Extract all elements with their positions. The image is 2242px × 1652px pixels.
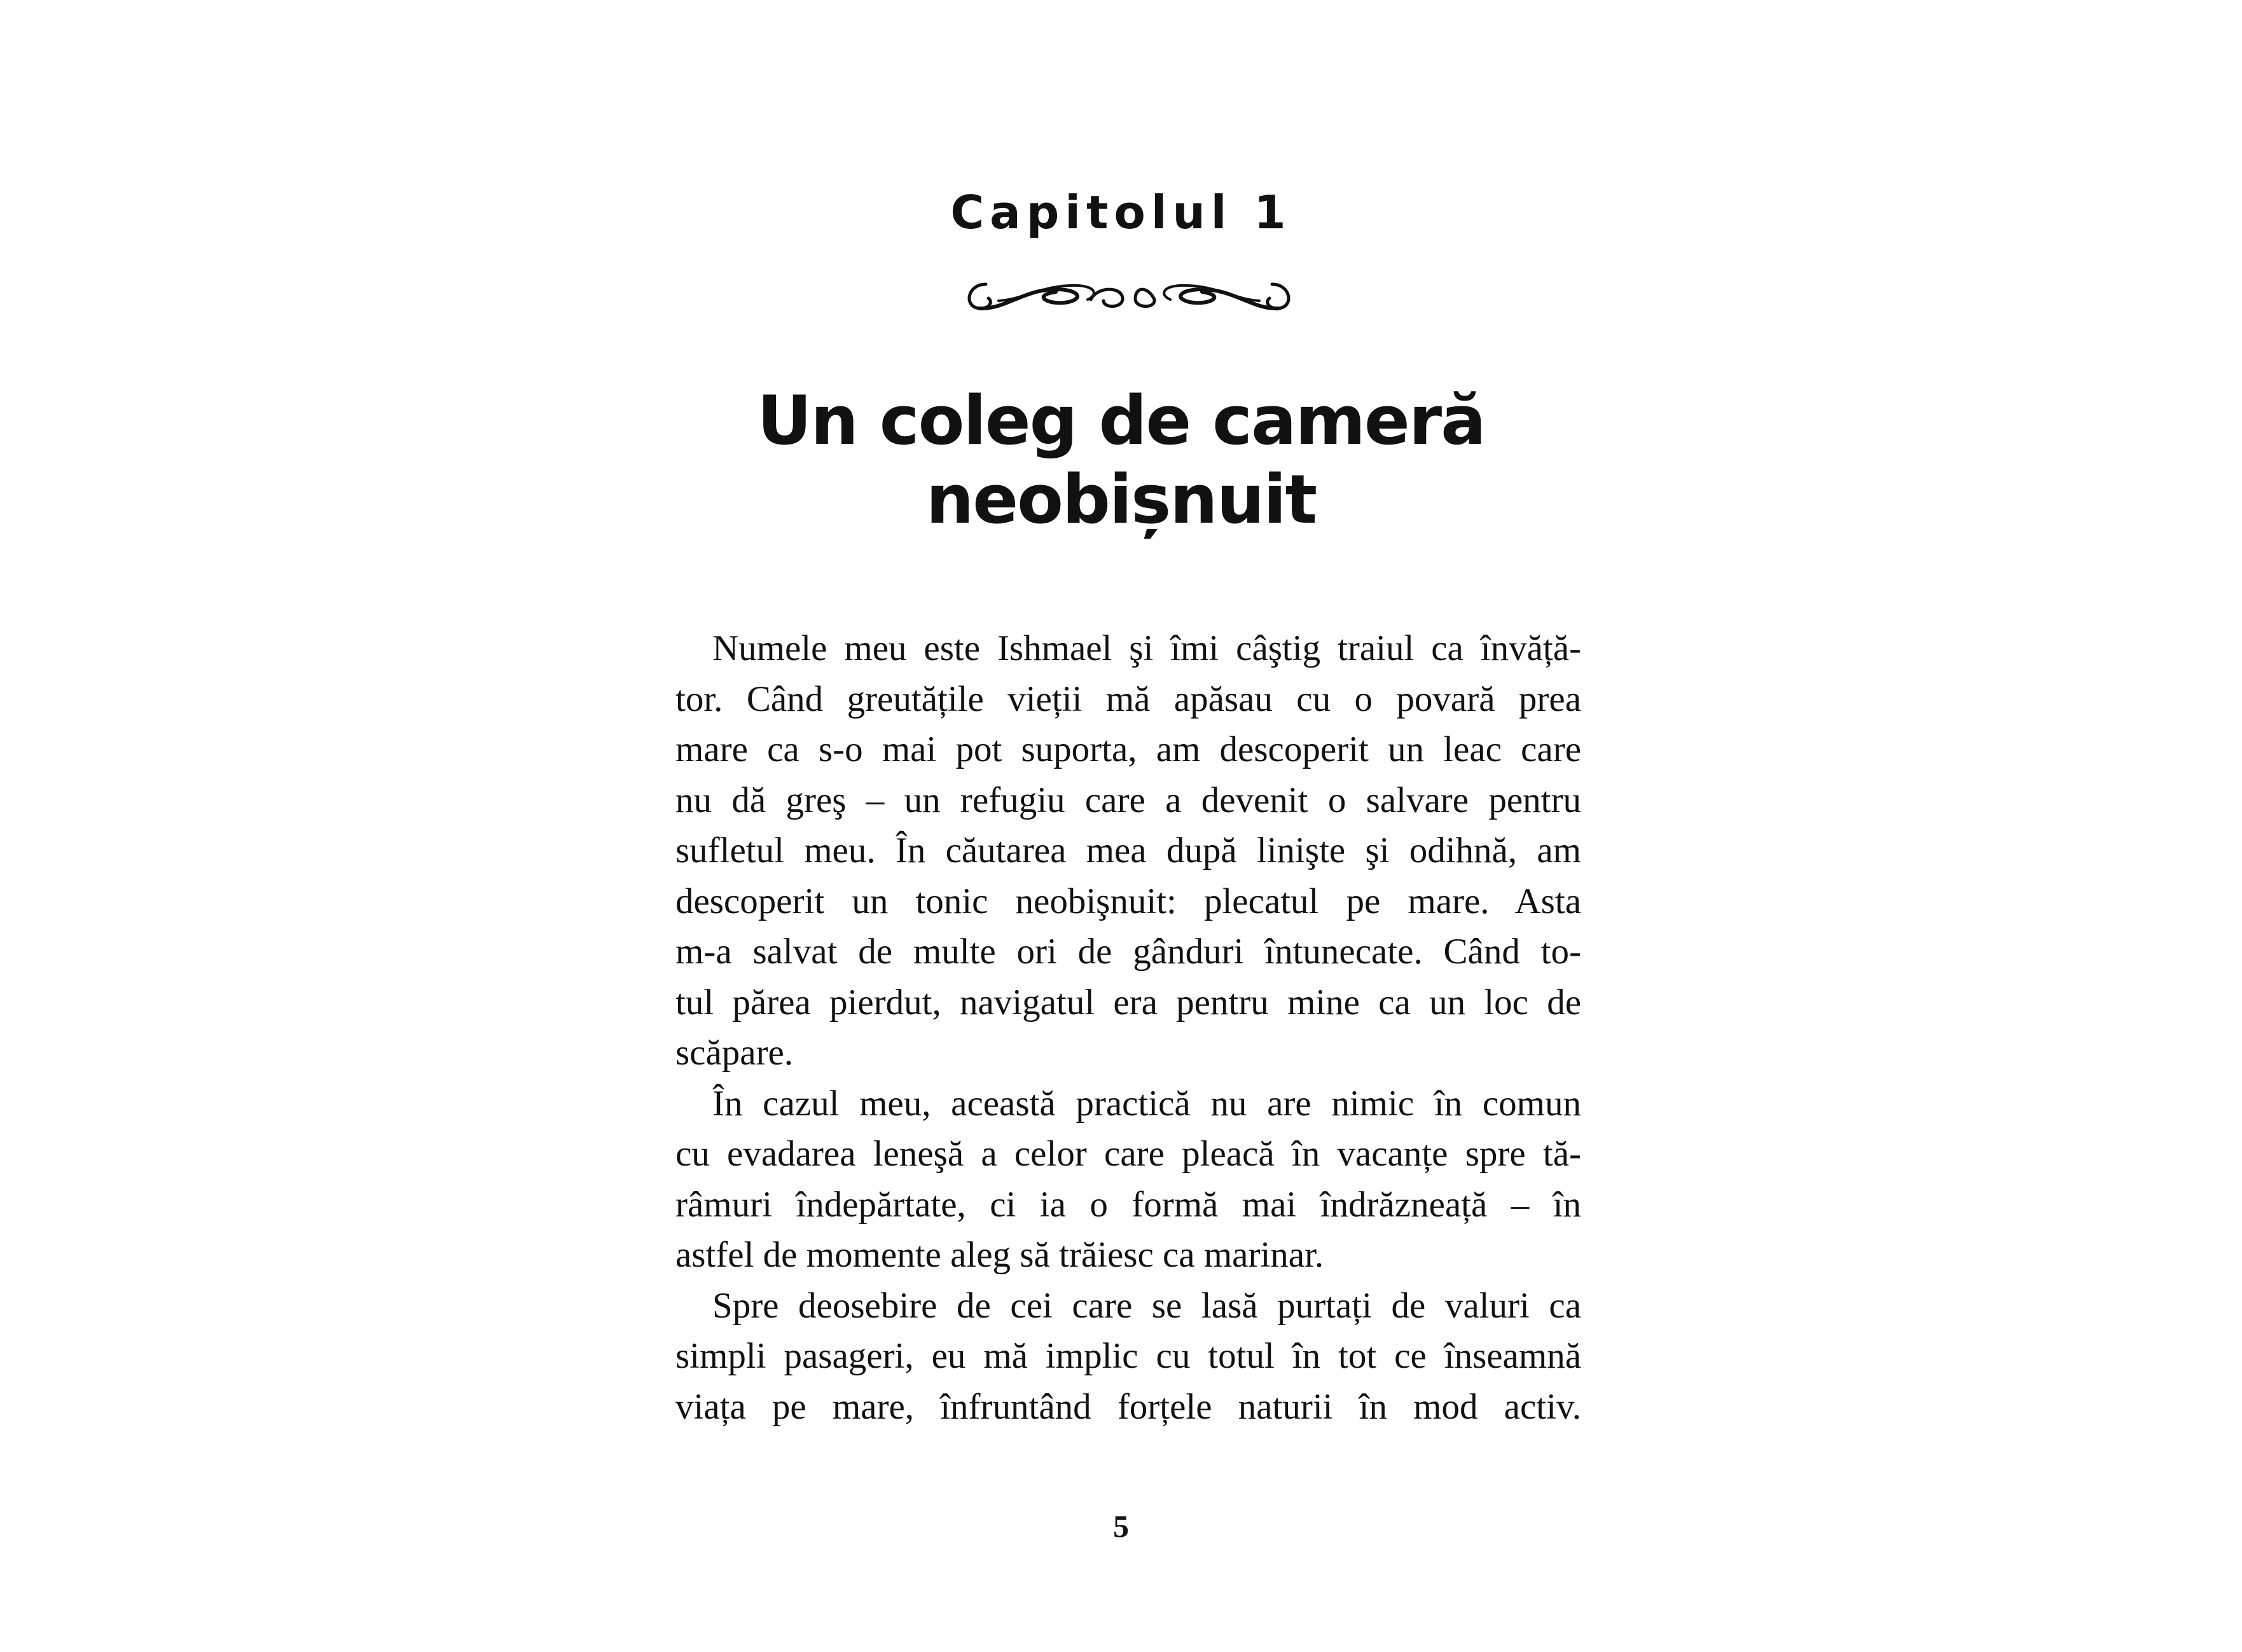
text-line: tor. Când greutățile vieții mă apăsau cu o povară prea [675, 678, 1581, 719]
text-line: sufletul meu. În căutarea mea după linişte şi odihnă, am [675, 830, 1581, 871]
flourish-ornament-icon [960, 270, 1297, 321]
text-line: râmuri îndepărtate, ci ia o formă mai îndrăzneață – în [675, 1184, 1581, 1225]
paragraph-1 [675, 623, 1581, 1078]
text-line: mare ca s-o mai pot suporta, am descoperit un leac care [675, 729, 1581, 769]
chapter-label: Capitolul 1 [950, 186, 1292, 239]
text-line: Numele meu este Ishmael şi îmi câştig traiul ca învăță- [712, 628, 1581, 668]
text-line: simpli pasageri, eu mă implic cu totul în tot ce înseamnă [675, 1336, 1581, 1376]
text-line: astfel de momente aleg să trăiesc ca marinar. [675, 1235, 1324, 1275]
text-line: viața pe mare, înfruntând forțele naturii în mod activ. [675, 1386, 1581, 1427]
text-line: descoperit un tonic neobişnuit: plecatul pe mare. Asta [675, 881, 1581, 921]
chapter-title-line-1: Un coleg de cameră [757, 382, 1485, 460]
paragraph-2 [675, 1078, 1581, 1281]
text-line: m-a salvat de multe ori de gânduri întunecate. Când to- [675, 932, 1581, 972]
text-line: nu dă greş – un refugiu care a devenit o salvare pentru [675, 780, 1581, 820]
chapter-title-line-2: neobișnuit [925, 460, 1317, 539]
text-line: cu evadarea leneşă a celor care pleacă în vacanțe spre tă- [675, 1134, 1581, 1174]
text-line: În cazul meu, această practică nu are nimic în comun [712, 1083, 1581, 1124]
text-line: tul părea pierdut, navigatul era pentru mine ca un loc de [675, 982, 1581, 1022]
page-number: 5 [1113, 1508, 1129, 1544]
paragraph-3 [675, 1281, 1581, 1433]
text-line: scăpare. [675, 1033, 794, 1073]
text-line: Spre deosebire de cei care se lasă purtați de valuri ca [712, 1285, 1581, 1326]
chapter-title [0, 382, 2242, 539]
body-text [675, 623, 1581, 1432]
